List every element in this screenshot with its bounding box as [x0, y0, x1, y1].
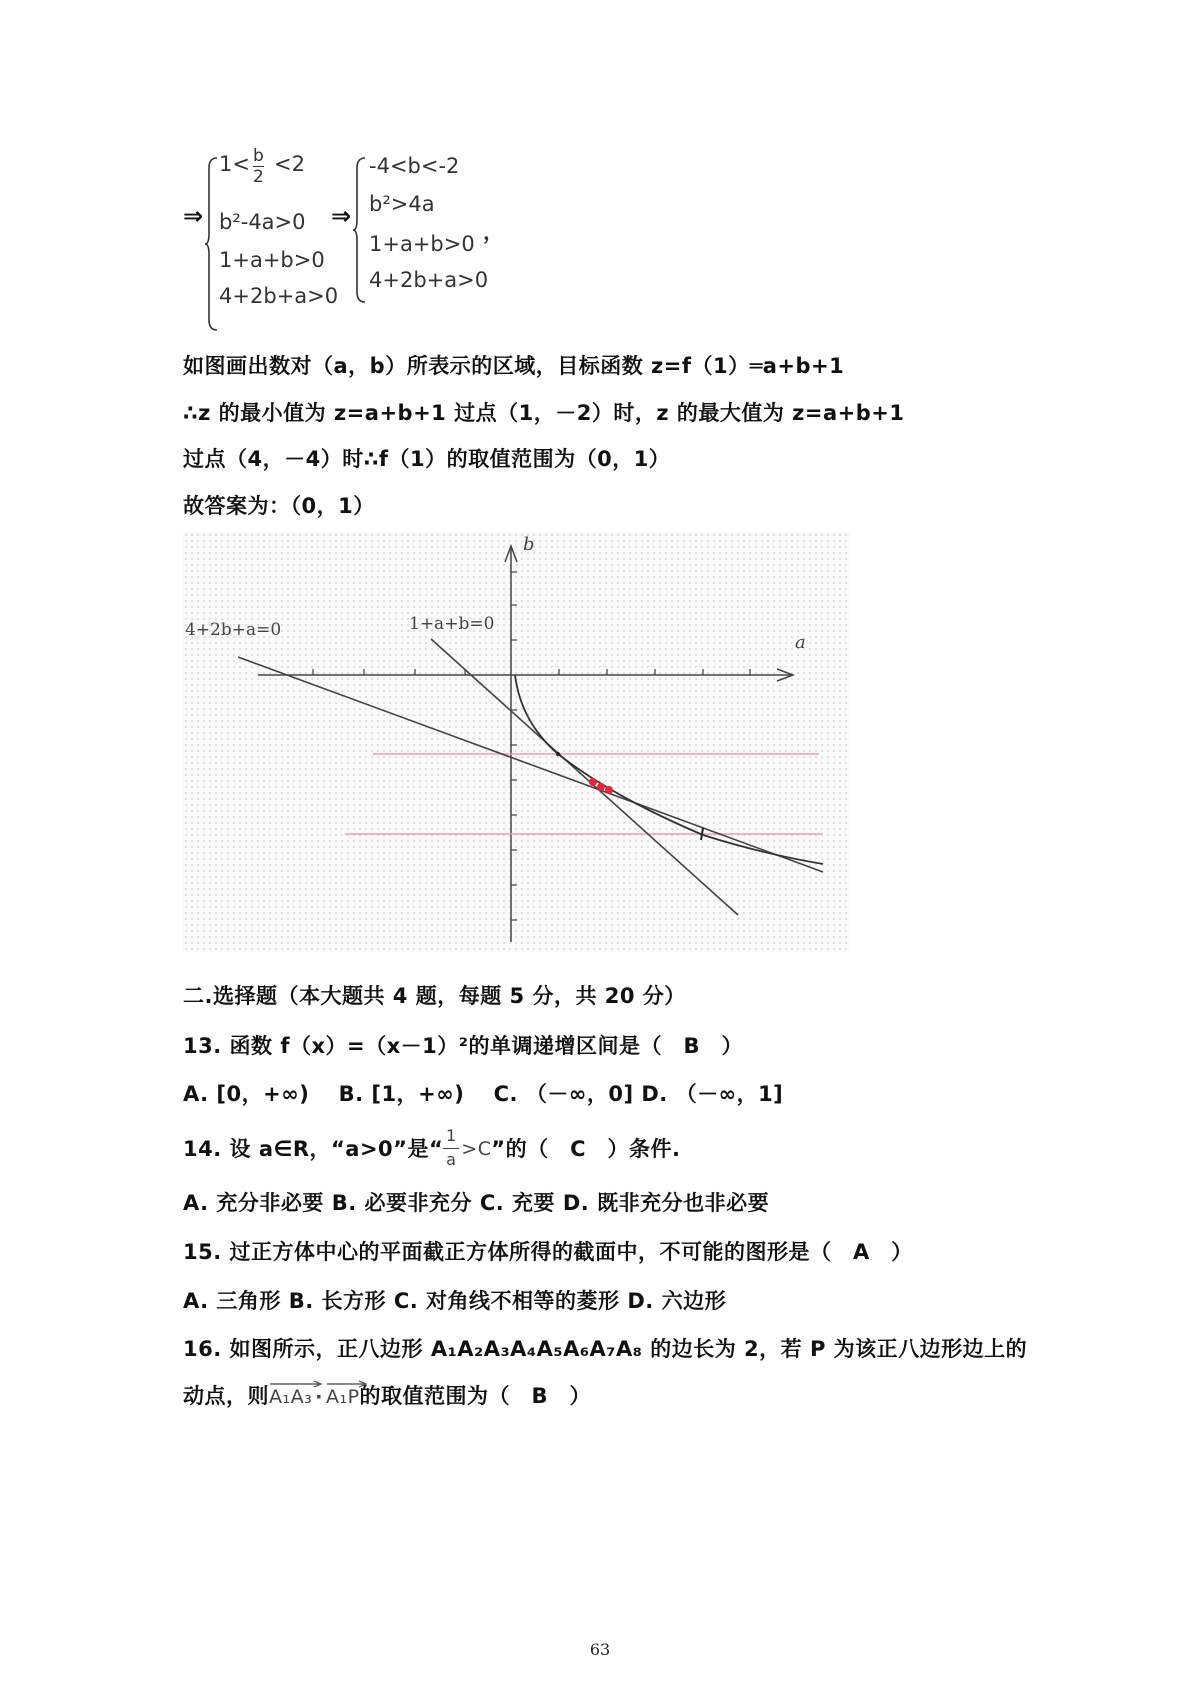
left-brace-2 [353, 156, 367, 304]
ineq-left-3: 1+a+b>0 [219, 248, 325, 272]
question-16-line-2 [183, 1380, 591, 1410]
q16-suffix: 的取值范围为（ B ） [359, 1384, 592, 1408]
implies-arrow-1: ⇒ [183, 202, 204, 230]
implies-arrow-2: ⇒ [331, 202, 352, 230]
question-13: 13. 函数 f（x）=（x－1）²的单调递增区间是（ B ） [183, 1034, 743, 1058]
ineq-right-1: -4<b<-2 [369, 154, 460, 178]
parabola-curve [515, 675, 823, 864]
answer-line: 故答案为：（0，1） [183, 494, 375, 518]
region-point-2 [597, 783, 605, 791]
solution-line-2: ∴z 的最小值为 z=a+b+1 过点（1，－2）时，z 的最大值为 z=a+b+1 [183, 401, 905, 425]
question-14 [183, 1128, 680, 1172]
frac-b-over-2: $\frac{b}{2}$ [253, 146, 264, 187]
q14-prefix: 14. 设 a∈R，“a>0”是“ [183, 1137, 444, 1161]
a-axis-ticks [313, 669, 750, 675]
q16-prefix: 动点，则 [183, 1384, 269, 1408]
b-axis-ticks [511, 572, 517, 920]
q14-gt-c: >C [461, 1138, 492, 1160]
graph-svg [183, 532, 850, 952]
ineq-left-1: 1< <2 [219, 152, 305, 176]
vector-arrow-2 [326, 1380, 368, 1388]
solution-line-3: 过点（4，－4）时∴f（1）的取值范围为（0，1） [183, 447, 671, 471]
dot-product-symbol: · [315, 1386, 323, 1408]
vector-a1p: A₁P [326, 1386, 360, 1408]
region-point-1 [589, 778, 597, 786]
line-1-a-b [431, 639, 738, 915]
line-4-2b-a [238, 657, 823, 872]
question-16-line-1: 16. 如图所示，正八边形 A₁A₂A₃A₄A₅A₆A₇A₈ 的边长为 2，若 P 为该正八边形边上的 [183, 1337, 1028, 1361]
vector-arrow-1 [269, 1380, 323, 1388]
region-point-3 [605, 786, 613, 794]
q16-vector-expression [269, 1386, 360, 1408]
ineq-right-2: b²>4a [369, 192, 435, 216]
left-brace-1 [205, 156, 219, 332]
q14-suffix: ”的（ C ）条件. [491, 1137, 681, 1161]
region-graph [183, 532, 850, 952]
inequality-system [183, 146, 523, 332]
ineq-left-2: b²-4a>0 [219, 210, 306, 234]
question-15-options: A. 三角形 B. 长方形 C. 对角线不相等的菱形 D. 六边形 [183, 1289, 727, 1313]
label-line-4-2b-a: 4+2b+a=0 [185, 620, 282, 640]
a-axis-label: a [795, 632, 806, 653]
ineq-right-3: 1+a+b>0 [369, 232, 475, 256]
q14-frac-den: a [446, 1150, 457, 1169]
solution-line-1: 如图画出数对（a，b）所表示的区域，目标函数 z=f（1）═a+b+1 [183, 354, 845, 378]
question-15: 15. 过正方体中心的平面截正方体所得的截面中，不可能的图形是（ A ） [183, 1240, 913, 1264]
vector-a1a3: A₁A₃ [269, 1386, 312, 1408]
ineq-left-4: 4+2b+a>0 [219, 284, 339, 308]
point-1-minus-2 [556, 752, 560, 756]
system-comma: ， [483, 220, 504, 244]
b-axis-label: b [523, 534, 535, 555]
ineq-right-4: 4+2b+a>0 [369, 268, 489, 292]
label-line-1-a-b: 1+a+b=0 [409, 614, 495, 634]
page-number: 63 [589, 1640, 611, 1659]
question-13-options: A. [0，+∞) B. [1，+∞) C. （－∞，0] D. （－∞，1] [183, 1082, 784, 1106]
question-14-options: A. 充分非必要 B. 必要非充分 C. 充要 D. 既非充分也非必要 [183, 1191, 770, 1215]
q14-frac-num: 1 [445, 1126, 457, 1145]
section-title: 二.选择题（本大题共 4 题，每题 5 分，共 20 分） [183, 984, 686, 1008]
q14-fraction-image [443, 1128, 491, 1172]
point-4-minus-4 [701, 828, 703, 840]
